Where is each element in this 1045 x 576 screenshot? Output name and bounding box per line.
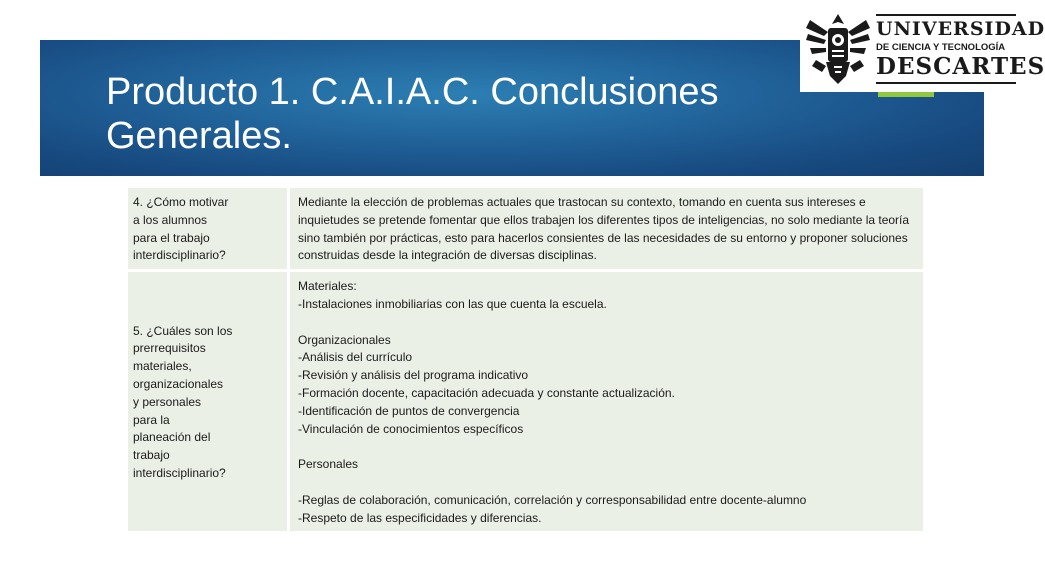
answer-line: -Instalaciones inmobiliarias con las que cuenta la escuela. [298,296,607,311]
answer-line [298,474,915,492]
answer-line: Personales [298,457,359,472]
logo-rule-bottom [876,82,1016,84]
university-logo [800,2,1045,92]
answer-line [298,438,915,456]
logo-line-1: UNIVERSIDAD [876,18,1045,40]
logo-rule-top [876,14,1016,16]
question-cell: 4. ¿Cómo motivar a los alumnos para el trabajo interdisciplinario? [128,188,289,271]
question-cell: 5. ¿Cuáles son los prerrequisitos materiales, organizacionales y personales para la planeación del trabajo interdisciplinario? [128,271,289,533]
answer-line: -Respeto de las especificidades y diferencias. [298,510,542,525]
answer-line: Organizacionales [298,332,391,347]
answer-line: -Análisis del currículo [298,350,413,365]
table-row [128,271,925,533]
answer-line: Materiales: [298,279,357,294]
slide-title: Producto 1. C.A.I.A.C. Conclusiones Generales. [106,71,719,157]
answer-line: -Formación docente, capacitación adecuada y constante actualización. [298,385,675,400]
answer-line: -Revisión y análisis del programa indicativo [298,368,529,383]
accent-bar [878,92,934,97]
table-row [128,188,925,271]
answer-line [298,314,915,332]
university-crest-icon [804,10,872,88]
answer-line: -Reglas de colaboración, comunicación, correlación y corresponsabilidad entre docente-alumno [298,492,807,507]
answer-cell: Mediante la elección de problemas actuales que trastocan su contexto, tomando en cuenta sus intereses e inquietudes se pretende fomentar que ellos trabajen los diferentes tipos de inteligencias, no solo mediante la teoría sino también por prácticas, esto para hacerlos consientes de las necesidades de su entorno y proponer soluciones construidas desde la integración de diversas disciplinas. [289,188,925,271]
answer-cell [289,271,925,533]
conclusions-table [128,188,926,534]
logo-line-2: DE CIENCIA Y TECNOLOGÍA [876,42,1006,53]
answer-line: -Vinculación de conocimientos específicos [298,421,524,436]
answer-line: -Identificación de puntos de convergencia [298,403,520,418]
logo-line-3: DESCARTES [876,53,1045,80]
